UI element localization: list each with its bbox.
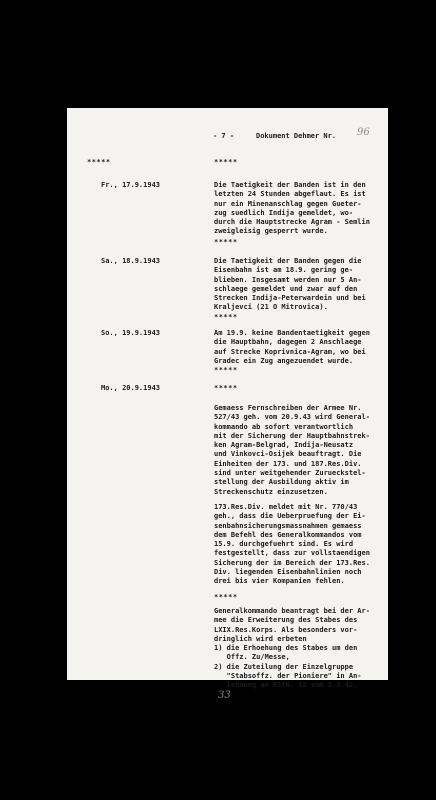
text-line: Die Taetigkeit der Banden ist in den <box>214 181 366 189</box>
text-line: und Vinkovci-Osijek beauftragt. Die <box>214 450 362 459</box>
entry-text-fr <box>214 181 370 237</box>
entry-date-sa: Sa., 18.9.1943 <box>101 257 161 265</box>
entry-text-mo-paragraph-1 <box>214 404 370 497</box>
entry-date-so: So., 19.9.1943 <box>101 329 161 337</box>
text-line: Eisenbahn ist am 18.9. gering ge- <box>214 266 354 275</box>
text-line: Einheiten der 173. und 187.Res.Div. <box>214 459 362 468</box>
text-line: senbahnsicherungsmassnahmen gemaess <box>214 521 362 530</box>
text-line: 1) die Erhoehung des Stabes um den <box>214 644 358 653</box>
text-line: Streckenschutz einzusetzen. <box>214 487 328 496</box>
separator-left-top: ***** <box>87 158 111 166</box>
text-line: ken Agram-Belgrad, Indija-Neusatz <box>214 441 354 450</box>
separator-after-sa: ***** <box>214 313 238 321</box>
handwritten-document-number: 96 <box>357 127 370 138</box>
entry-date-fr: Fr., 17.9.1943 <box>101 181 161 189</box>
text-line: nur ein Minenanschlag gegen Gueter- <box>214 199 362 208</box>
text-line: 2) die Zuteilung der Einzelgruppe <box>214 662 354 671</box>
separator-after-fr: ***** <box>214 238 238 246</box>
text-line: "Stabsoffz. der Pioniere" in An- <box>214 672 362 681</box>
text-line: blieben. Insgesamt werden nur 5 An- <box>214 275 362 284</box>
entry-text-sa <box>214 257 366 313</box>
separator-mo-after-paragraph-2: ***** <box>214 593 238 601</box>
text-line: Div. liegenden Eisenbahnlinien noch <box>214 568 362 577</box>
text-line: Am 19.9. keine Bandentaetigkeit gegen <box>214 329 370 337</box>
text-line: zweigleisig gesperrt wurde. <box>214 227 328 236</box>
text-line: Gemaess Fernschreiben der Armee Nr. <box>214 404 362 412</box>
text-line: Strecken Indija-Peterwardein und bei <box>214 294 366 303</box>
text-line: mit der Sicherung der Hauptbahnstrek- <box>214 431 370 440</box>
entry-text-mo-paragraph-2 <box>214 503 370 587</box>
entry-date-mo: Mo., 20.9.1943 <box>101 384 161 392</box>
entry-text-so <box>214 329 370 366</box>
text-line: 173.Res.Div. meldet mit Nr. 770/43 <box>214 503 358 511</box>
text-line: Generalkommando beantragt bei der Ar- <box>214 607 370 615</box>
separator-after-so: ***** <box>214 366 238 374</box>
text-line: drei bis vier Kompanien fehlen. <box>214 577 345 586</box>
text-line: festgestellt, dass zur vollstaendigen <box>214 549 370 558</box>
document-page <box>67 108 388 690</box>
entry-text-mo-paragraph-3 <box>214 607 370 691</box>
text-line: Offz. Zu/Messe, <box>214 653 290 662</box>
text-line: durch die Hauptstrecke Agram - Semlin <box>214 218 370 227</box>
text-line: stellung der Ausbildung aktiv im <box>214 478 349 487</box>
text-line: Die Taetigkeit der Banden gegen die <box>214 257 362 265</box>
text-line: dem Befehl des Generalkommandos vom <box>214 530 362 539</box>
text-line: mee die Erweiterung des Stabes des <box>214 616 358 625</box>
text-line: dringlich wird erbeten <box>214 634 307 643</box>
handwritten-page-number: 33 <box>218 690 231 701</box>
text-line: lehnung an KStN. 12 vom 1.3.42, <box>214 681 358 690</box>
document-label: Dokument Dehmer Nr. <box>256 132 337 140</box>
separator-right-top: ***** <box>214 158 238 166</box>
text-line: 15.9. durchgefuehrt sind. Es wird <box>214 540 354 549</box>
text-line: sind unter weitgehender Zurueckstel- <box>214 469 366 478</box>
text-line: die Hauptbahn, dagegen 2 Anschlaege <box>214 338 362 347</box>
text-line: geh., dass die Ueberpruefung der Ei- <box>214 512 366 521</box>
text-line: Gradec ein Zug angezuendet wurde. <box>214 356 354 365</box>
text-line: 527/43 geh. vom 20.9.43 wird General- <box>214 413 370 422</box>
text-line: zug suedlich Indija gemeldet, wo- <box>214 208 354 217</box>
text-line: Kraljevci (21 O Mitrovica). <box>214 303 328 312</box>
text-line: Sicherung der im Bereich der 173.Res. <box>214 558 370 567</box>
page-marker: - 7 - <box>213 132 235 140</box>
text-line: LXIX.Res.Korps. Als besonders vor- <box>214 625 358 634</box>
separator-mo-intro: ***** <box>214 384 238 392</box>
text-line: schlaege gemeldet und zwar auf den <box>214 284 358 293</box>
text-line: letzten 24 Stunden abgeflaut. Es ist <box>214 190 366 199</box>
text-line: kommando ab sofort verantwortlich <box>214 422 354 431</box>
text-line: auf Strecke Koprivnica-Agram, wo bei <box>214 347 366 356</box>
